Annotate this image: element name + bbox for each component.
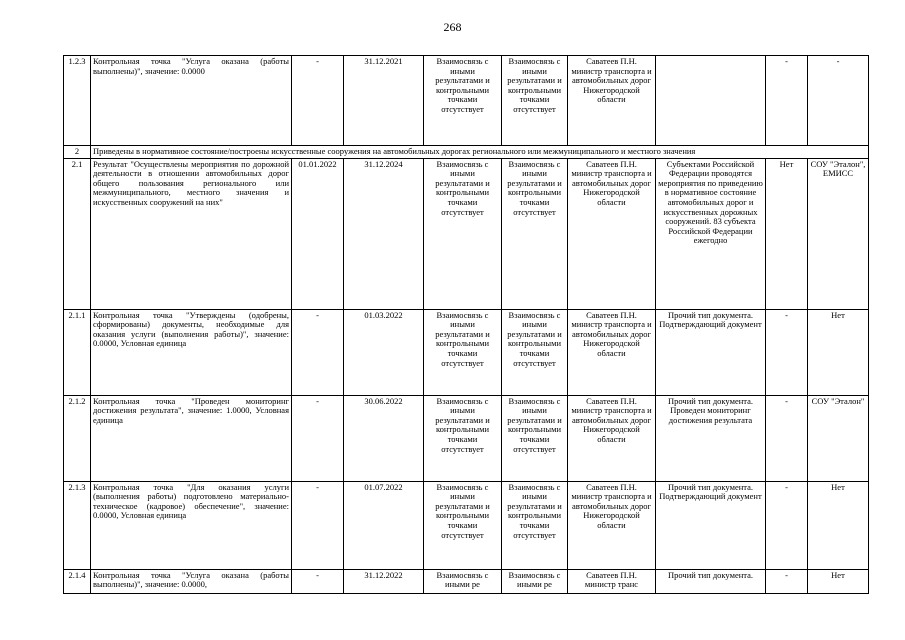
row-description: Прочий тип документа. Проведен мониторинг достижения результата [656, 395, 766, 481]
row-end-date: 01.03.2022 [344, 309, 424, 395]
row-responsible [568, 569, 656, 593]
table-row [64, 569, 869, 593]
row-description: Субъектами Российской Федерации проводятся мероприятия по приведению в нормативное состояние автомобильных дорог и искусственных дорожных сооружений. 83 субъекта Российской Федерации ежегодно [656, 158, 766, 309]
row-description [656, 569, 766, 593]
row-name: Контрольная точка "Услуга оказана (работы выполнены)", значение: 0.0000 [91, 56, 292, 146]
table-row [64, 56, 869, 146]
row-link-next-text: Взаимосвязь с иными ре [508, 570, 561, 590]
row-number: 2.1.3 [64, 481, 91, 569]
row-link-previous: Взаимосвязь с иными результатами и контрольными точками отсутствует [424, 481, 502, 569]
row-flag: Нет [766, 158, 808, 309]
section-row [64, 146, 869, 159]
row-start-date: - [292, 309, 344, 395]
row-name: Результат "Осуществлены мероприятия по дорожной деятельности в отношении автомобильных дорог общего пользования регионального или межмуниципального, местного значения и искусственных сооружений на них" [91, 158, 292, 309]
row-info-system: Нет [808, 309, 869, 395]
table-row [64, 309, 869, 395]
row-description: Прочий тип документа. Подтверждающий документ [656, 481, 766, 569]
row-info-system: Нет [808, 569, 869, 593]
row-responsible: Саватеев П.Н. министр транспорта и автомобильных дорог Нижегородской области [568, 309, 656, 395]
section-number: 2 [64, 146, 91, 159]
row-link-previous: Взаимосвязь с иными результатами и контрольными точками отсутствует [424, 395, 502, 481]
row-start-date: - [292, 569, 344, 593]
table-row [64, 395, 869, 481]
row-info-system: СОУ "Эталон", ЕМИСС [808, 158, 869, 309]
row-number: 2.1.2 [64, 395, 91, 481]
row-link-next: Взаимосвязь с иными результатами и контрольными точками отсутствует [502, 309, 568, 395]
row-responsible: Саватеев П.Н. министр транспорта и автомобильных дорог Нижегородской области [568, 56, 656, 146]
row-start-date: - [292, 395, 344, 481]
row-flag: - [766, 56, 808, 146]
row-link-next: Взаимосвязь с иными результатами и контрольными точками отсутствует [502, 158, 568, 309]
row-end-date: 31.12.2021 [344, 56, 424, 146]
row-flag: - [766, 395, 808, 481]
row-name [91, 569, 292, 593]
row-start-date: - [292, 481, 344, 569]
table-row [64, 158, 869, 309]
row-link-previous: Взаимосвязь с иными результатами и контрольными точками отсутствует [424, 309, 502, 395]
row-responsible: Саватеев П.Н. министр транспорта и автомобильных дорог Нижегородской области [568, 481, 656, 569]
row-link-next [502, 569, 568, 593]
row-link-next: Взаимосвязь с иными результатами и контрольными точками отсутствует [502, 56, 568, 146]
row-description: Прочий тип документа. Подтверждающий документ [656, 309, 766, 395]
row-info-system: - [808, 56, 869, 146]
row-link-next: Взаимосвязь с иными результатами и контрольными точками отсутствует [502, 481, 568, 569]
row-link-next: Взаимосвязь с иными результатами и контрольными точками отсутствует [502, 395, 568, 481]
row-link-previous: Взаимосвязь с иными результатами и контрольными точками отсутствует [424, 158, 502, 309]
row-name-text: Контрольная точка "Услуга оказана (работы выполнены)", значение: 0.0000, [93, 570, 289, 590]
table-row [64, 481, 869, 569]
row-number: 2.1.4 [64, 569, 91, 593]
row-flag: - [766, 569, 808, 593]
row-number: 2.1 [64, 158, 91, 309]
row-description-text: Прочий тип документа. [668, 570, 753, 580]
row-description [656, 56, 766, 146]
row-responsible-text: Саватеев П.Н. министр транс [584, 570, 639, 590]
row-responsible: Саватеев П.Н. министр транспорта и автомобильных дорог Нижегородской области [568, 158, 656, 309]
row-name: Контрольная точка "Проведен мониторинг достижения результата", значение: 1.0000, Условная единица [91, 395, 292, 481]
row-name: Контрольная точка "Для оказания услуги (выполнения работы) подготовлено материально-техническое (кадровое) обеспечение", значение: 0.0000, Условная единица [91, 481, 292, 569]
row-link-previous: Взаимосвязь с иными результатами и контрольными точками отсутствует [424, 56, 502, 146]
row-end-date: 31.12.2024 [344, 158, 424, 309]
row-name: Контрольная точка "Утверждены (одобрены, сформированы) документы, необходимые для оказания услуги (выполнения работы)", значение: 0.0000, Условная единица [91, 309, 292, 395]
section-title: Приведены в нормативное состояние/построены искусственные сооружения на автомобильных дорогах регионального или межмуниципального и местного значения [91, 146, 869, 159]
row-link-previous-text: Взаимосвязь с иными ре [436, 570, 489, 590]
row-end-date: 31.12.2022 [344, 569, 424, 593]
plan-table [63, 55, 869, 594]
row-responsible: Саватеев П.Н. министр транспорта и автомобильных дорог Нижегородской области [568, 395, 656, 481]
row-end-date: 01.07.2022 [344, 481, 424, 569]
row-info-system: Нет [808, 481, 869, 569]
row-number: 1.2.3 [64, 56, 91, 146]
row-flag: - [766, 309, 808, 395]
page-number: 268 [443, 20, 462, 34]
row-flag: - [766, 481, 808, 569]
row-info-system: СОУ "Эталон" [808, 395, 869, 481]
row-start-date: 01.01.2022 [292, 158, 344, 309]
row-end-date: 30.06.2022 [344, 395, 424, 481]
row-link-previous [424, 569, 502, 593]
row-number: 2.1.1 [64, 309, 91, 395]
row-start-date: - [292, 56, 344, 146]
